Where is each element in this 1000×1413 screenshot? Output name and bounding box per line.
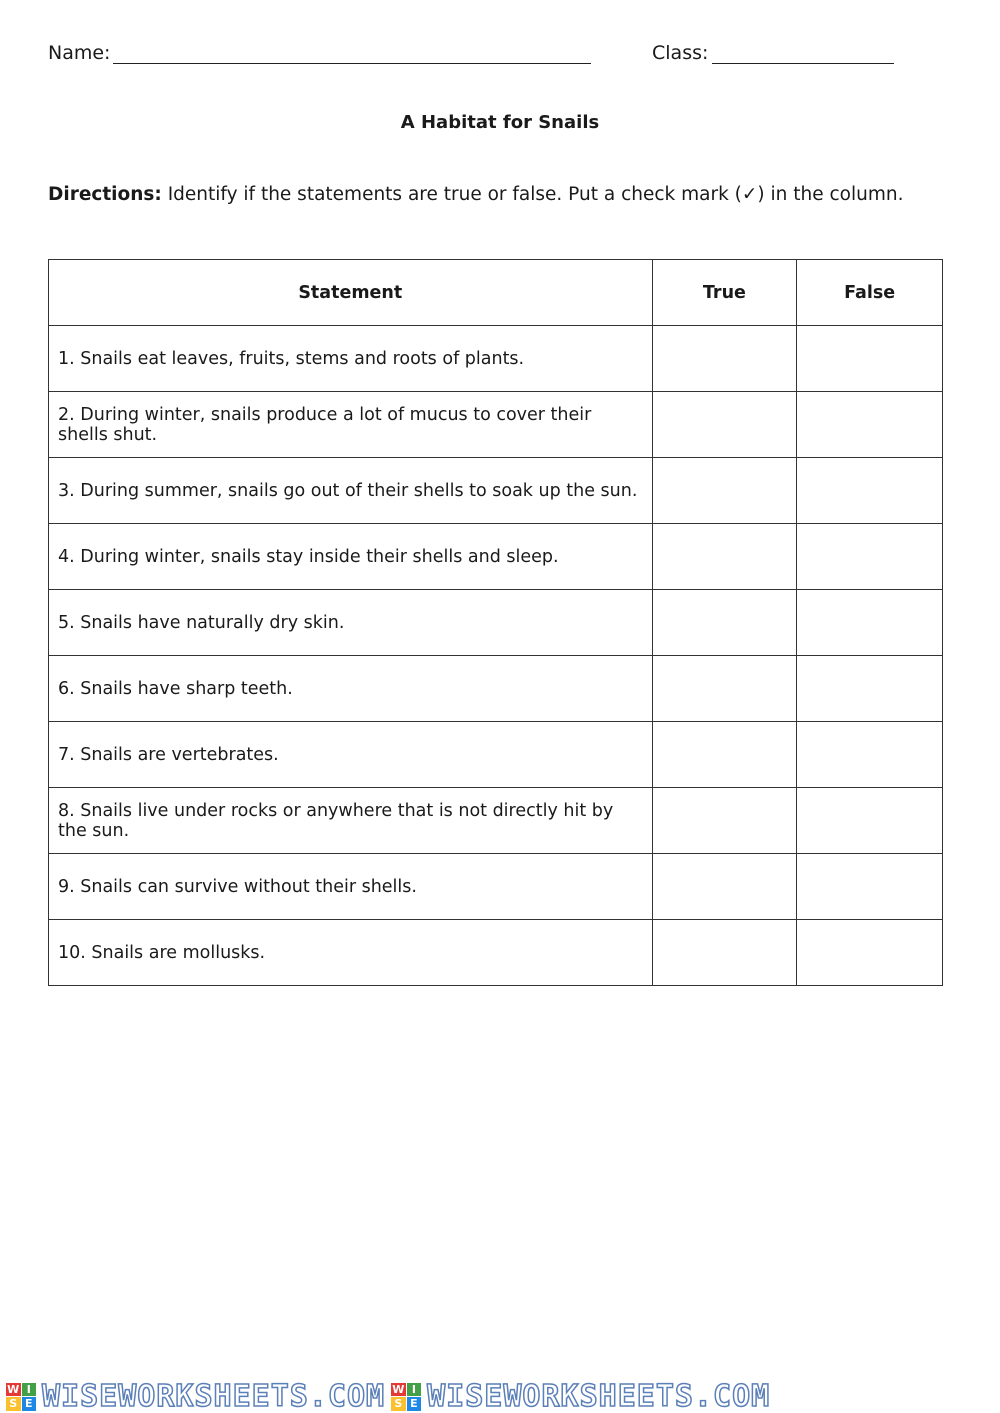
true-check-cell[interactable]: [652, 722, 797, 788]
true-check-cell[interactable]: [652, 458, 797, 524]
wiseworksheets-logo-icon: [6, 1383, 36, 1411]
table-row: [49, 656, 943, 722]
class-label: Class:: [652, 42, 709, 64]
table-row: [49, 326, 943, 392]
false-check-cell[interactable]: [797, 458, 943, 524]
table-row: [49, 854, 943, 920]
statement-cell: 2. During winter, snails produce a lot of mucus to cover their shells shut.: [49, 392, 653, 458]
statement-cell: 10. Snails are mollusks.: [49, 920, 653, 986]
logo-letter: W: [7, 1382, 20, 1396]
logo-letter: W: [392, 1382, 405, 1396]
table-row: [49, 392, 943, 458]
logo-letter: I: [22, 1383, 37, 1397]
false-check-cell[interactable]: [797, 656, 943, 722]
logo-letter: S: [6, 1397, 21, 1411]
table-row: [49, 722, 943, 788]
false-check-cell[interactable]: [797, 854, 943, 920]
false-check-cell[interactable]: [797, 788, 943, 854]
false-check-cell[interactable]: [797, 590, 943, 656]
header-false: False: [797, 260, 943, 326]
logo-letter: E: [22, 1397, 37, 1411]
statement-cell: 4. During winter, snails stay inside their shells and sleep.: [49, 524, 653, 590]
statement-cell: 7. Snails are vertebrates.: [49, 722, 653, 788]
table-row: [49, 590, 943, 656]
true-check-cell[interactable]: [652, 788, 797, 854]
directions-label: Directions:: [48, 184, 162, 205]
statement-cell: 1. Snails eat leaves, fruits, stems and roots of plants.: [49, 326, 653, 392]
true-check-cell[interactable]: [652, 524, 797, 590]
statement-cell: 8. Snails live under rocks or anywhere that is not directly hit by the sun.: [49, 788, 653, 854]
true-check-cell[interactable]: [652, 590, 797, 656]
student-info-row: [48, 42, 948, 72]
worksheet-title: A Habitat for Snails: [400, 112, 600, 133]
wiseworksheets-logo-icon: [391, 1383, 421, 1411]
directions: [48, 184, 948, 205]
directions-text: Identify if the statements are true or false. Put a check mark (✓) in the column.: [161, 184, 904, 205]
statement-cell: 9. Snails can survive without their shells.: [49, 854, 653, 920]
header-true: True: [652, 260, 797, 326]
table-row: [49, 524, 943, 590]
table-row: [49, 458, 943, 524]
true-check-cell[interactable]: [652, 392, 797, 458]
false-check-cell[interactable]: [797, 722, 943, 788]
watermark-text: WISEWORKSHEETS.COM: [427, 1380, 771, 1413]
statement-cell: 6. Snails have sharp teeth.: [49, 656, 653, 722]
true-check-cell[interactable]: [652, 920, 797, 986]
watermark-text: WISEWORKSHEETS.COM: [42, 1380, 386, 1413]
class-blank-line[interactable]: [712, 63, 894, 64]
table-header-row: [49, 260, 943, 326]
name-blank-line[interactable]: [113, 63, 591, 64]
header-statement: Statement: [49, 260, 653, 326]
statement-cell: 5. Snails have naturally dry skin.: [49, 590, 653, 656]
true-check-cell[interactable]: [652, 854, 797, 920]
false-check-cell[interactable]: [797, 392, 943, 458]
false-check-cell[interactable]: [797, 326, 943, 392]
logo-letter: S: [391, 1397, 406, 1411]
false-check-cell[interactable]: [797, 524, 943, 590]
logo-letter: E: [407, 1397, 422, 1411]
table-row: [49, 788, 943, 854]
table-row: [49, 920, 943, 986]
false-check-cell[interactable]: [797, 920, 943, 986]
true-check-cell[interactable]: [652, 326, 797, 392]
name-label: Name:: [48, 42, 111, 64]
statement-cell: 3. During summer, snails go out of their shells to soak up the sun.: [49, 458, 653, 524]
logo-letter: I: [407, 1383, 422, 1397]
true-check-cell[interactable]: [652, 656, 797, 722]
watermark-footer: [0, 1380, 1000, 1413]
true-false-table: [48, 259, 943, 986]
